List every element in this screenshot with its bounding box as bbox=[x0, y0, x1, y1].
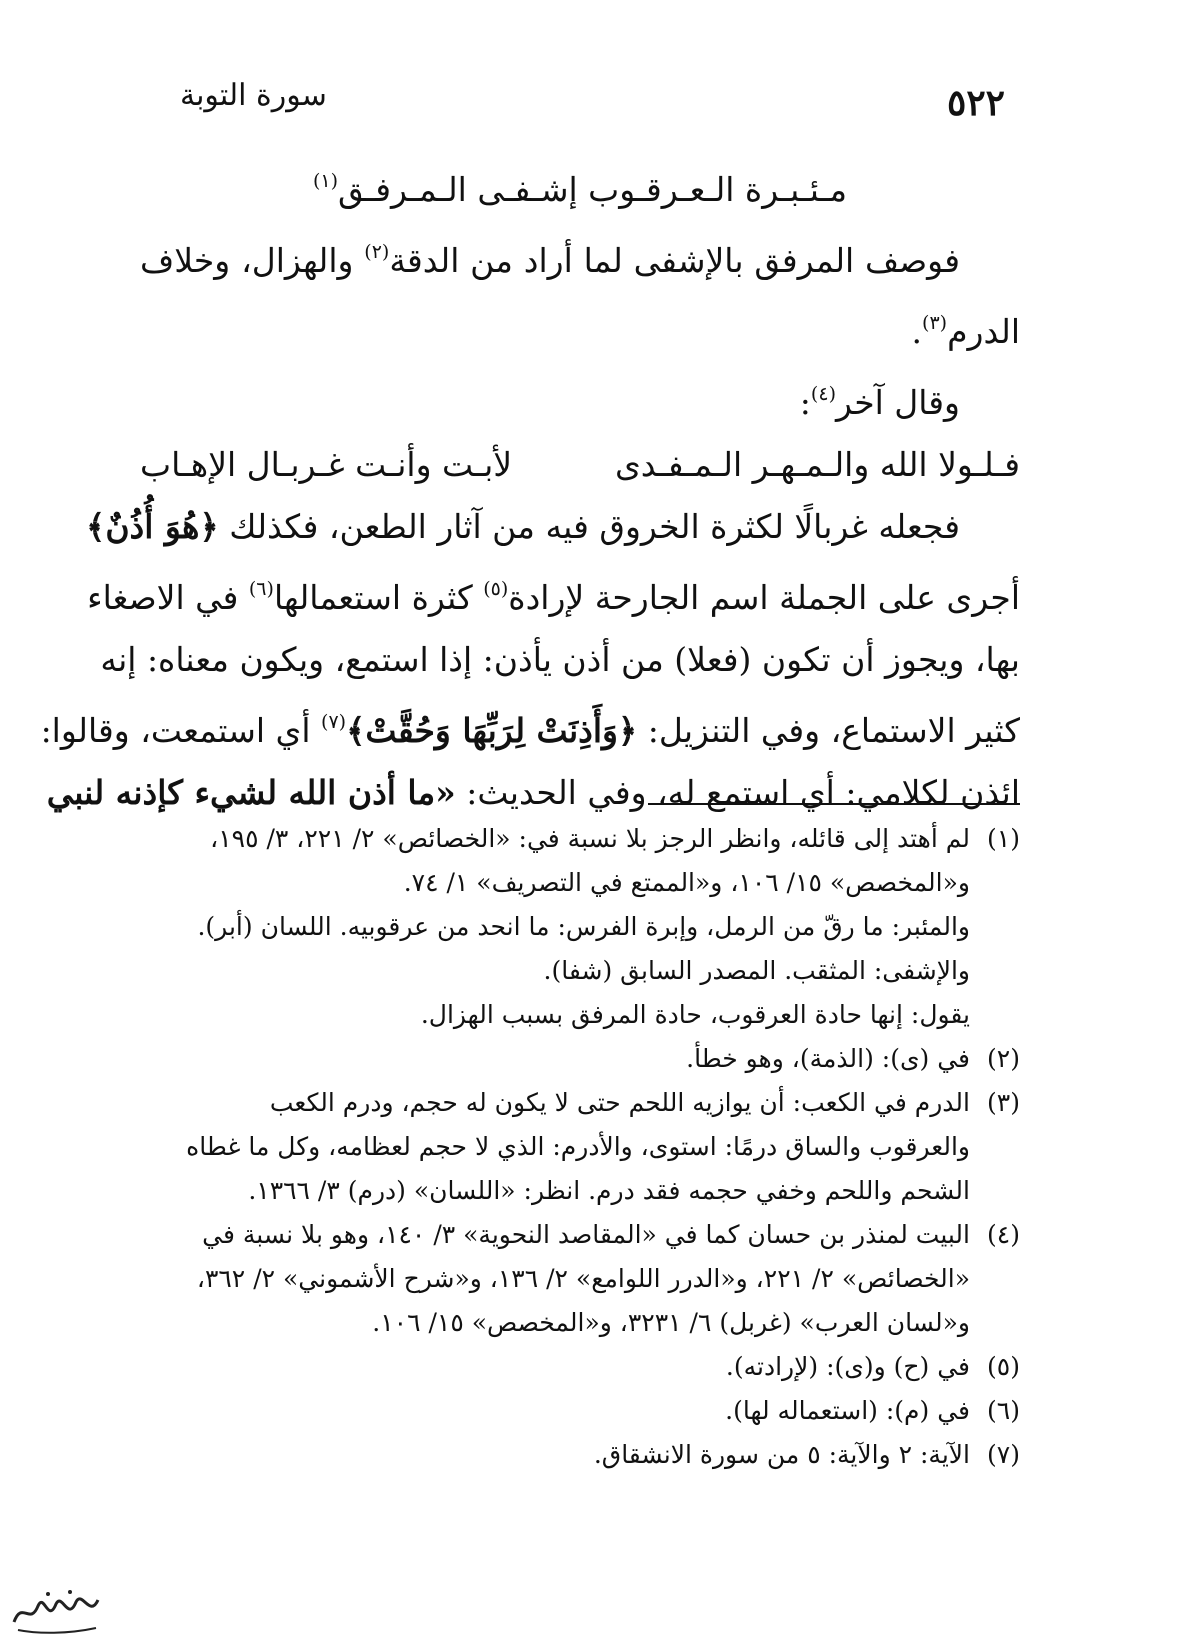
publisher-logo bbox=[8, 1582, 104, 1638]
text-span: فجعله غربالًا لكثرة الخروق فيه من آثار الطعن، فكذلك bbox=[218, 507, 960, 546]
running-title: سورة التوبة bbox=[180, 78, 327, 113]
quran-quote: ﴿وَأَذِنَتْ لِرَبِّهَا وَحُقَّتْ﴾ bbox=[346, 711, 638, 750]
footnote-line bbox=[140, 1302, 1020, 1344]
text-span: في الاصغاء bbox=[87, 578, 249, 617]
footnote-text: الدرم في الكعب: أن يوازيه اللحم حتى لا يكون له حجم، ودرم الكعب bbox=[269, 1088, 970, 1117]
footnote-text: «الخصائص» ٢/ ٢٢١، و«الدرر اللوامع» ٢/ ١٣٦، و«شرح الأشموني» ٢/ ٣٦٢، bbox=[196, 1264, 970, 1293]
verse-text: مـئـبـرة الـعـرقـوب إشـفـى الـمـرفـق bbox=[338, 170, 848, 209]
footnotes bbox=[140, 818, 1020, 1478]
verse-intro bbox=[140, 363, 1020, 434]
paragraph-line bbox=[40, 691, 1020, 762]
footnote-number: (٧) bbox=[987, 1440, 1020, 1469]
footnote-text: لم أهتد إلى قائله، وانظر الرجز بلا نسبة في: «الخصائص» ٢/ ٢٢١، ٣/ ١٩٥، bbox=[210, 824, 970, 853]
footnote-number: (١) bbox=[987, 824, 1020, 853]
paragraph-line bbox=[85, 496, 1020, 558]
footnote-ref: (١) bbox=[312, 170, 339, 192]
footnote-line bbox=[140, 1170, 1020, 1212]
text-span: كثرة استعمالها bbox=[273, 578, 484, 617]
text-span: الدرم bbox=[947, 312, 1020, 351]
verse-hemistich-first: فـلـولا الله والـمـهـر الـمـفـدى bbox=[614, 445, 1020, 484]
paragraph-line bbox=[87, 558, 1020, 629]
footnote-subline: والإشفى: المثقب. المصدر السابق (شفا). bbox=[543, 956, 970, 985]
text-span: ائذن لكلامي: أي استمع له، وفي الحديث: bbox=[455, 773, 1020, 812]
text-span: وقال آخر bbox=[835, 383, 960, 422]
footnote-line bbox=[140, 862, 1020, 904]
footnote-ref: (٦) bbox=[248, 578, 274, 600]
footnote-line bbox=[140, 1126, 1020, 1168]
footnote-ref: (٢) bbox=[364, 241, 390, 263]
footnote-line bbox=[140, 1082, 1020, 1124]
paragraph-line: بها، ويجوز أن تكون (فعلا) من أذن يأذن: إذا استمع، ويكون معناه: إنه bbox=[100, 640, 1020, 679]
text-span: أجرى على الجملة اسم الجارحة لإرادة bbox=[508, 578, 1020, 617]
footnote-text: في (ى): (الذمة)، وهو خطأ. bbox=[686, 1044, 970, 1073]
paragraph-line bbox=[46, 762, 1020, 824]
footnote-line bbox=[140, 1258, 1020, 1300]
paragraph-line bbox=[140, 221, 1020, 292]
footnote-text: و«المخصص» ١٥/ ١٠٦، و«الممتع في التصريف» ١/ ٧٤. bbox=[403, 868, 970, 897]
footnote-text: والعرقوب والساق درمًا: استوى، والأدرم: الذي لا حجم لعظامه، وكل ما غطاه bbox=[186, 1132, 970, 1161]
footnote-number: (٢) bbox=[987, 1044, 1020, 1073]
footnote-text: الآية: ٢ والآية: ٥ من سورة الانشقاق. bbox=[593, 1440, 970, 1469]
footnote-text: و«لسان العرب» (غربل) ٦/ ٣٢٣١، و«المخصص» ١٥/ ١٠٦. bbox=[372, 1308, 970, 1337]
verse-line-1 bbox=[140, 150, 1020, 221]
quran-quote: ﴿هُوَ أُذُنٌ﴾ bbox=[85, 507, 219, 546]
footnote-text: الشحم واللحم وخفي حجمه فقد درم. انظر: «اللسان» (درم) ٣/ ١٣٦٦. bbox=[248, 1176, 970, 1205]
footnote-line bbox=[140, 1038, 1020, 1080]
text-span: : bbox=[799, 383, 811, 422]
footnote-line bbox=[140, 818, 1020, 860]
footnote-text: في (ح) و(ى): (لإرادته). bbox=[725, 1352, 970, 1381]
footnote-line bbox=[140, 1214, 1020, 1256]
text-span: والهزال، وخلاف bbox=[140, 241, 365, 280]
text-span: فوصف المرفق بالإشفى لما أراد من الدقة bbox=[389, 241, 961, 280]
footnote-number: (٦) bbox=[987, 1396, 1020, 1425]
footnote-number: (٣) bbox=[987, 1088, 1020, 1117]
text-span: . bbox=[911, 312, 923, 351]
text-span: أي استمعت، وقالوا: bbox=[40, 711, 322, 750]
verse-hemistich-second: لأبـت وأنـت غـربـال الإهـاب bbox=[140, 445, 513, 484]
footnote-line bbox=[140, 1346, 1020, 1388]
text-span: كثير الاستماع، وفي التنزيل: bbox=[637, 711, 1020, 750]
footnote-number: (٤) bbox=[987, 1220, 1020, 1249]
footnote-text: البيت لمنذر بن حسان كما في «المقاصد النحوية» ٣/ ١٤٠، وهو بلا نسبة في bbox=[202, 1220, 970, 1249]
footnote-ref: (٧) bbox=[321, 711, 347, 733]
footnote-line bbox=[140, 1434, 1020, 1476]
page-number: ٥٢٢ bbox=[946, 82, 1005, 124]
footnote-text: في (م): (استعماله لها). bbox=[725, 1396, 970, 1425]
footnote-subline: والمئبر: ما رقّ من الرمل، وإبرة الفرس: ما انحد من عرقوبيه. اللسان (أبر). bbox=[197, 912, 970, 941]
footnote-ref: (٥) bbox=[483, 578, 509, 600]
footnote-subline: يقول: إنها حادة العرقوب، حادة المرفق بسبب الهزال. bbox=[420, 1000, 970, 1029]
main-text bbox=[40, 150, 1020, 824]
footnote-ref: (٤) bbox=[810, 383, 836, 405]
page-header bbox=[0, 78, 1185, 128]
footnote-number: (٥) bbox=[987, 1352, 1020, 1381]
footnote-ref: (٣) bbox=[922, 312, 948, 334]
paragraph-line bbox=[140, 292, 1020, 363]
footnote-separator bbox=[648, 803, 1020, 805]
hadith-quote: «ما أذن الله لشيء كإذنه لنبي bbox=[46, 773, 456, 812]
verse-line-2 bbox=[140, 434, 1020, 496]
footnote-line bbox=[140, 1390, 1020, 1432]
